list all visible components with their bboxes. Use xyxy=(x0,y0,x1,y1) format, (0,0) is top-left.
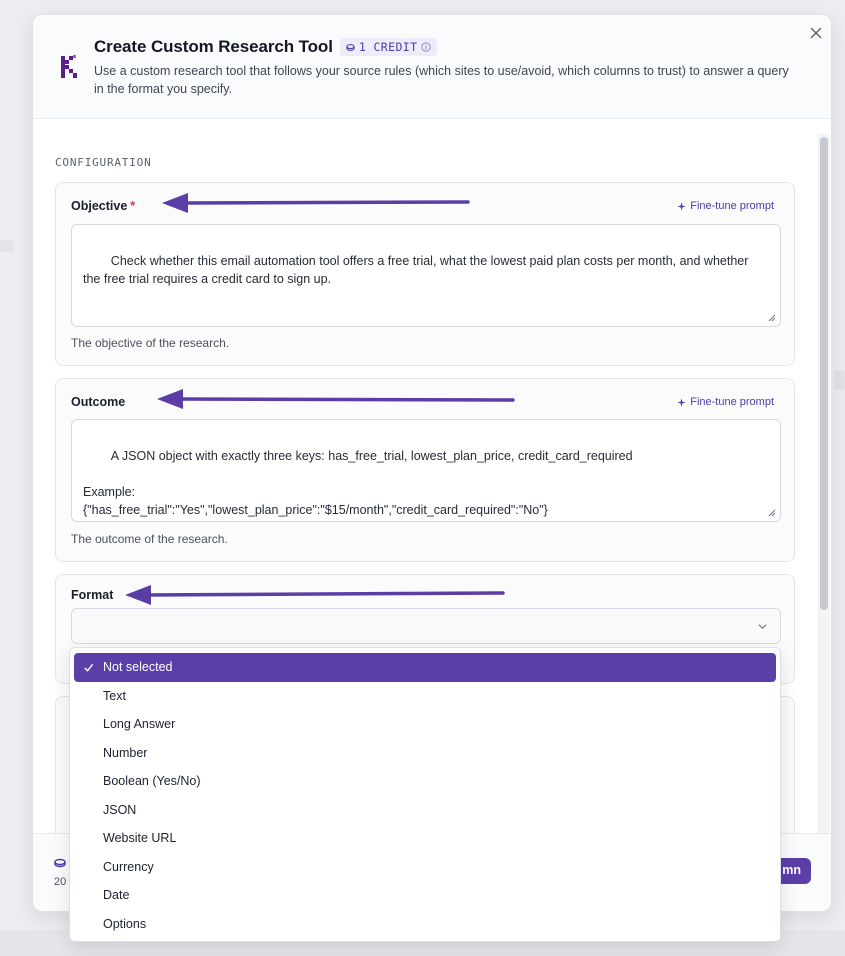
resize-handle-icon[interactable] xyxy=(768,509,776,517)
annotation-arrow-outcome xyxy=(155,387,517,411)
outcome-label: Outcome xyxy=(71,395,126,409)
format-option-options[interactable]: Options xyxy=(103,916,147,931)
objective-finetune-button[interactable]: Fine-tune prompt xyxy=(677,200,774,212)
format-option-long-answer[interactable]: Long Answer xyxy=(103,717,176,731)
format-option-number[interactable]: Number xyxy=(103,745,148,760)
create-column-button[interactable]: mn xyxy=(773,858,811,884)
required-mark: * xyxy=(130,199,136,213)
info-icon[interactable] xyxy=(421,42,431,52)
check-icon xyxy=(83,662,94,673)
annotation-arrow-format xyxy=(123,582,507,606)
outcome-help-text: The outcome of the research. xyxy=(71,532,228,546)
modal-subtitle: Use a custom research tool that follows your source rules (which sites to use/avoid, which columns to trust) to answer a query in the format you specify. xyxy=(94,64,789,96)
background-element xyxy=(0,240,14,252)
modal-header xyxy=(33,15,831,119)
format-option-currency[interactable]: Currency xyxy=(103,859,154,874)
app-logo-icon xyxy=(59,53,83,81)
credit-badge xyxy=(340,38,438,56)
coin-icon xyxy=(54,858,66,868)
coin-icon xyxy=(346,43,355,52)
format-option-not-selected[interactable]: Not selected xyxy=(74,653,776,682)
background-element xyxy=(834,370,845,390)
section-label-configuration: CONFIGURATION xyxy=(55,156,152,169)
chevron-down-icon xyxy=(757,621,768,632)
sparkle-icon xyxy=(677,398,686,407)
format-select[interactable] xyxy=(71,608,781,644)
objective-help-text: The objective of the research. xyxy=(71,336,230,350)
objective-textarea[interactable]: Check whether this email automation tool offers a free trial, what the lowest paid plan costs per month, and whether the free trial requires a credit card to sign up. xyxy=(71,224,781,327)
objective-label: Objective * xyxy=(71,199,136,213)
scrollbar-thumb[interactable] xyxy=(820,137,828,610)
format-option-text[interactable]: Text xyxy=(103,688,126,703)
credit-label: 1 CREDIT xyxy=(358,40,418,54)
outcome-finetune-button[interactable]: Fine-tune prompt xyxy=(677,396,774,408)
modal-title: Create Custom Research Tool xyxy=(94,37,333,56)
format-option-boolean[interactable]: Boolean (Yes/No) xyxy=(103,774,201,788)
resize-handle-icon[interactable] xyxy=(768,314,776,322)
outcome-textarea[interactable]: A JSON object with exactly three keys: has_free_trial, lowest_plan_price, credit_card_required Example: {"has_free_trial":"Yes","lowest_plan_price":"$15/month","credit_card_required":"No"} xyxy=(71,419,781,522)
format-dropdown-menu xyxy=(69,647,781,942)
footer-credits-text: 20 xyxy=(54,876,67,888)
format-option-json[interactable]: JSON xyxy=(103,802,137,817)
format-option-date[interactable]: Date xyxy=(103,888,130,902)
format-label: Format xyxy=(71,588,114,602)
annotation-arrow-objective xyxy=(160,191,472,215)
close-icon[interactable] xyxy=(807,24,825,42)
format-option-website-url[interactable]: Website URL xyxy=(103,831,177,845)
title-row xyxy=(94,37,437,57)
sparkle-icon xyxy=(677,202,686,211)
